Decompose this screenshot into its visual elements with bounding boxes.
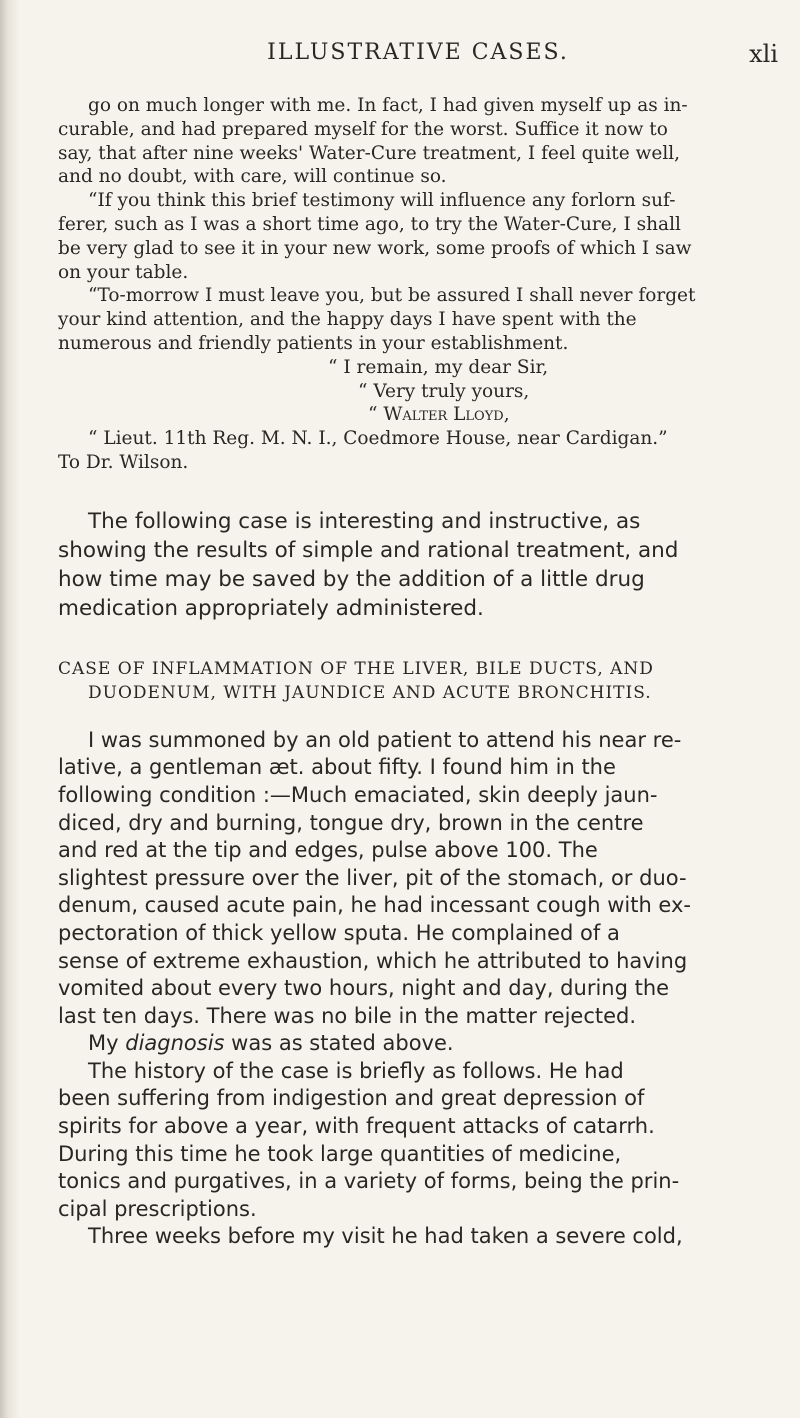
letter-line: curable, and had prepared myself for the worst. Suffice it now to: [58, 118, 668, 140]
letter-line: “If you think this brief testimony will influence any forlorn suf-: [88, 190, 676, 212]
book-gutter: [0, 0, 20, 1418]
intro-paragraph: [58, 507, 778, 623]
running-head: ILLUSTRATIVE CASES.: [267, 40, 569, 65]
history-line: spirits for above a year, with frequent attacks of catarrh.: [58, 1114, 655, 1139]
letter-line: numerous and friendly patients in your establishment.: [58, 332, 569, 354]
case-line: diced, dry and burning, tongue dry, brown in the centre: [58, 810, 644, 835]
diagnosis-line: [58, 1030, 778, 1058]
case-line: lative, a gentleman æt. about fifty. I found him in the: [58, 755, 616, 780]
case-heading-line: DUODENUM, WITH JAUNDICE AND ACUTE BRONCHITIS.: [88, 682, 652, 703]
case-line: I was summoned by an old patient to attend his near re-: [88, 727, 682, 752]
closing-yours: “ Very truly yours,: [358, 380, 530, 402]
page-number: xli: [749, 40, 778, 68]
case-line: and red at the tip and edges, pulse above 100. The: [58, 838, 598, 863]
intro-line: The following case is interesting and instructive, as: [88, 508, 641, 534]
book-page: [58, 40, 778, 1251]
letter-line: on your table.: [58, 261, 189, 283]
case-heading-line: CASE OF INFLAMMATION OF THE LIVER, BILE DUCTS, AND: [58, 658, 654, 679]
letter-line: “To-morrow I must leave you, but be assured I shall never forget: [88, 285, 696, 307]
letter-line: go on much longer with me. In fact, I had given myself up as in-: [88, 95, 688, 116]
letter-line: and no doubt, with care, will continue so.: [58, 166, 447, 188]
diagnosis-post: was as stated above.: [224, 1031, 454, 1056]
letter-line: say, that after nine weeks' Water-Cure treatment, I feel quite well,: [58, 142, 681, 164]
history-line: cipal prescriptions.: [58, 1196, 257, 1221]
diagnosis-italic: diagnosis: [125, 1031, 225, 1056]
case-line: denum, caused acute pain, he had incessant cough with ex-: [58, 893, 691, 918]
history-line: been suffering from indigestion and great depression of: [58, 1086, 645, 1111]
case-paragraph: [58, 727, 778, 1251]
intro-line: medication appropriately administered.: [58, 595, 484, 621]
page-header: [58, 40, 778, 76]
letter-line: ferer, such as I was a short time ago, to try the Water-Cure, I shall: [58, 213, 681, 235]
intro-line: how time may be saved by the addition of a little drug: [58, 566, 645, 592]
case-line: pectoration of thick yellow sputa. He complained of a: [58, 920, 620, 945]
history-line: tonics and purgatives, in a variety of forms, being the prin-: [58, 1169, 680, 1194]
intro-line: showing the results of simple and rational treatment, and: [58, 537, 679, 563]
case-heading: [58, 657, 778, 705]
case-line: sense of extreme exhaustion, which he attributed to having: [58, 948, 688, 973]
letter-line: be very glad to see it in your new work, some proofs of which I saw: [58, 237, 692, 259]
closing-recipient: To Dr. Wilson.: [58, 451, 189, 473]
letter-body: [58, 94, 778, 356]
diagnosis-pre: My: [88, 1031, 126, 1056]
history-line: During this time he took large quantities of medicine,: [58, 1141, 622, 1166]
letter-closing: [58, 356, 778, 475]
closing-signature: “ Walter Lloyd,: [368, 404, 510, 426]
closing-remain: “ I remain, my dear Sir,: [328, 356, 549, 378]
letter-line: your kind attention, and the happy days I have spent with the: [58, 309, 637, 331]
case-line: slightest pressure over the liver, pit of the stomach, or duo-: [58, 865, 687, 890]
case-line: last ten days. There was no bile in the matter rejected.: [58, 1003, 637, 1028]
history-line: Three weeks before my visit he had taken a severe cold,: [88, 1224, 683, 1249]
history-line: The history of the case is briefly as follows. He had: [88, 1058, 624, 1083]
case-line: following condition :—Much emaciated, skin deeply jaun-: [58, 782, 658, 807]
closing-address: “ Lieut. 11th Reg. M. N. I., Coedmore House, near Cardigan.”: [88, 428, 668, 450]
case-line: vomited about every two hours, night and day, during the: [58, 976, 670, 1001]
